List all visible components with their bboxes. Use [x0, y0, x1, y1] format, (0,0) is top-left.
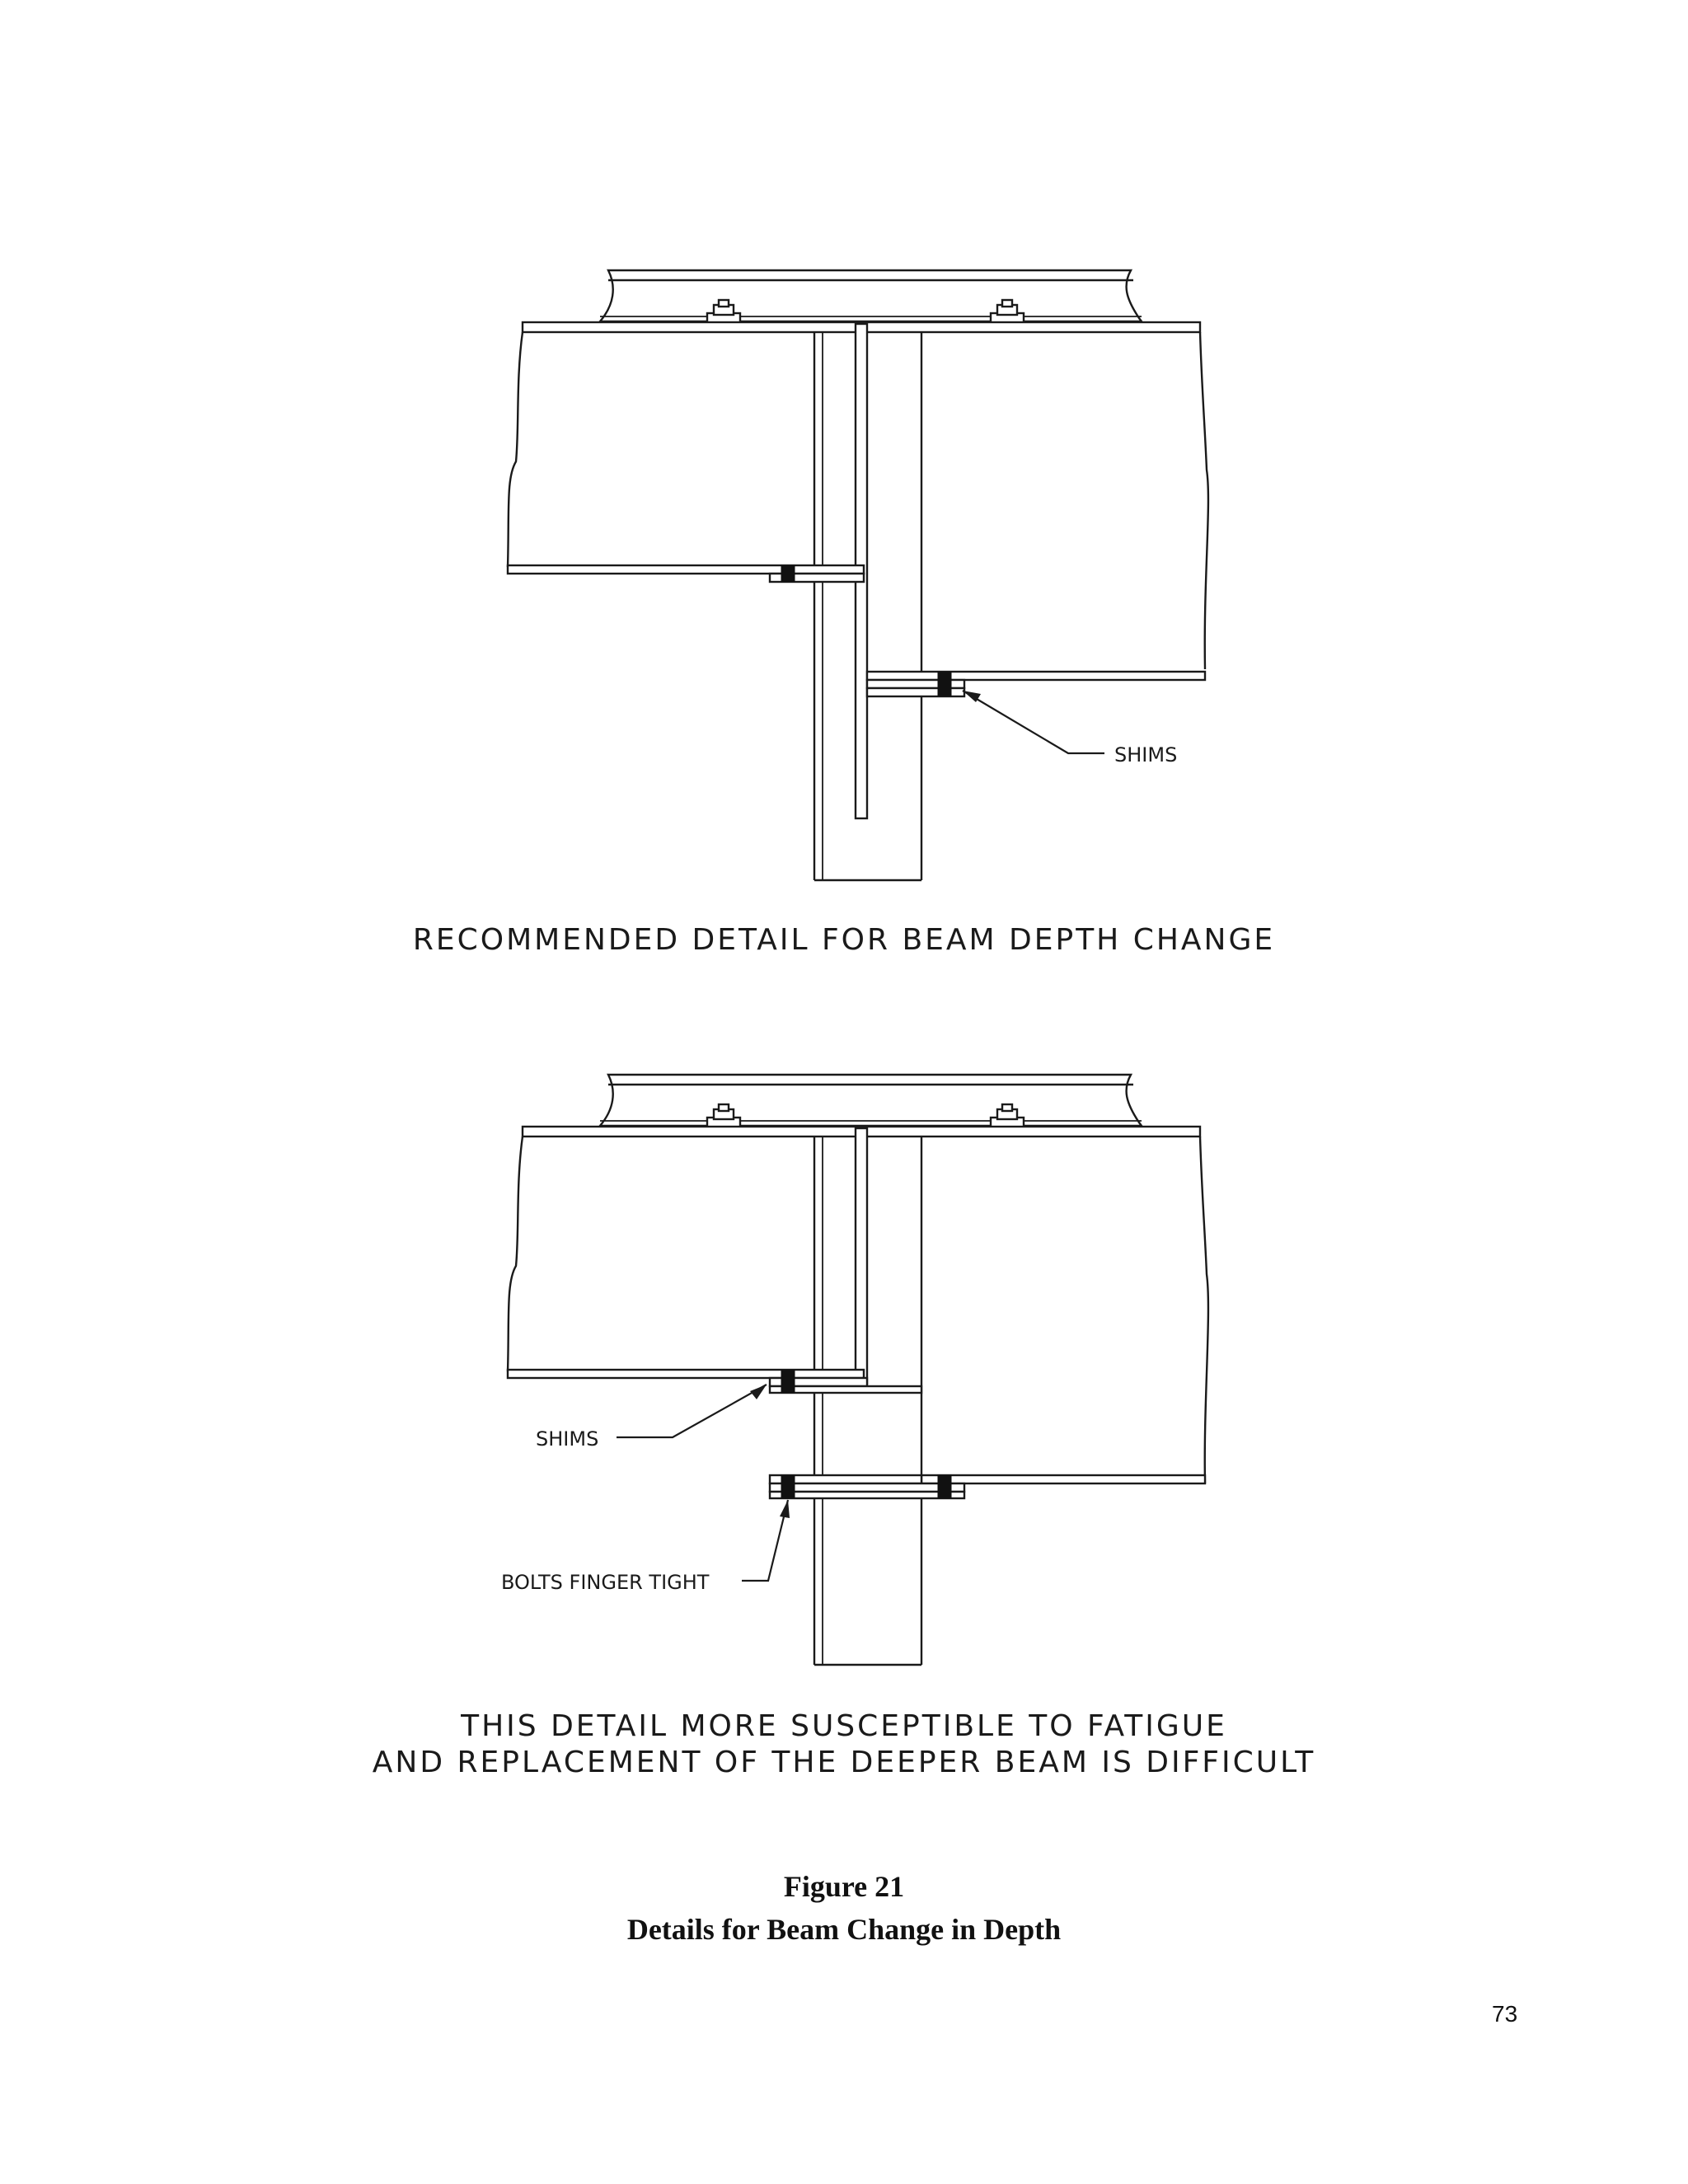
detail-top-title: RECOMMENDED DETAIL FOR BEAM DEPTH CHANGE	[412, 923, 1276, 957]
shallow-beam-bottom-flange	[508, 565, 864, 574]
bolts-callout	[501, 1500, 790, 1594]
figure-title: Details for Beam Change in Depth	[626, 1913, 1062, 1946]
shims-top-left	[781, 565, 795, 582]
shims-callout-bottom	[536, 1385, 767, 1451]
shallow-beam-web	[508, 332, 523, 567]
deep-beam-web-2	[1200, 1137, 1208, 1483]
deep-beam-web	[1200, 332, 1208, 669]
shims-callout-top	[963, 691, 1177, 766]
detail-recommended	[413, 270, 1275, 957]
deep-beam-bottom-flange	[867, 672, 1205, 680]
bolts-label: BOLTS FINGER TIGHT	[501, 1571, 710, 1594]
shims-bottom-left	[781, 1370, 795, 1393]
detail-bottom-title-line2: AND REPLACEMENT OF THE DEEPER BEAM IS DIFFICULT	[372, 1746, 1316, 1779]
top-stringer	[600, 270, 1142, 323]
detail-not-recommended	[373, 1075, 1315, 1779]
bolt-finger-tight-right	[938, 1475, 951, 1498]
shims-top-right	[938, 672, 951, 696]
bolt-finger-tight-left	[781, 1475, 795, 1498]
detail-bottom-title-line1: THIS DETAIL MORE SUSCEPTIBLE TO FATIGUE	[461, 1709, 1227, 1743]
shallow-beam-web-2	[508, 1137, 523, 1371]
connection-plate-2	[856, 1128, 867, 1384]
figure-number: Figure 21	[783, 1870, 905, 1903]
bottom-stringer	[600, 1075, 1142, 1127]
shims-label-top: SHIMS	[1114, 743, 1178, 766]
shims-label-bottom: SHIMS	[536, 1427, 599, 1451]
page-number: 73	[1492, 2001, 1518, 2027]
